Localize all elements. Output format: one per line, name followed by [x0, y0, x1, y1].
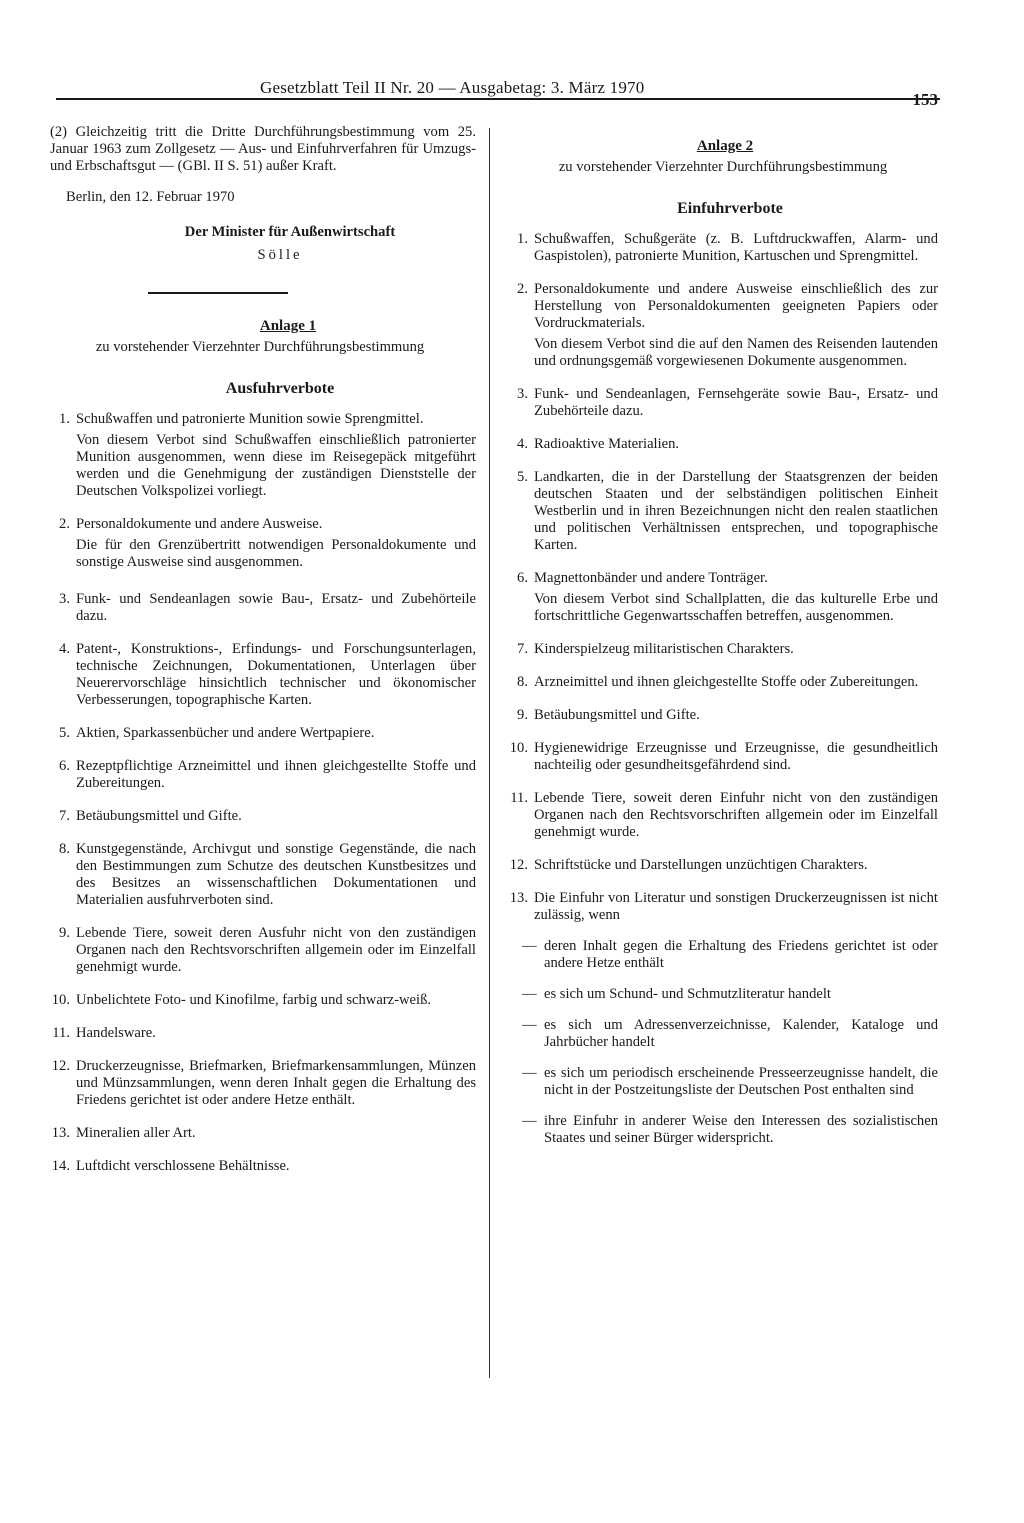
list-item: 11. Lebende Tiere, soweit deren Einfuhr nicht von den zuständigen Organen nach den Rechtsvorschriften allgemein oder im Einzelfall genehmigt wurde. — [510, 790, 938, 840]
header-title: Gesetzblatt Teil II Nr. 20 — Ausgabetag: 3. März 1970 — [260, 78, 645, 97]
list-item: 14. Luftdicht verschlossene Behältnisse. — [51, 1158, 290, 1174]
anlage-2-subtitle: zu vorstehender Vierzehnter Durchführungsbestimmung — [558, 159, 888, 175]
list-item: 1. Schußwaffen und patronierte Munition sowie Sprengmittel. Von diesem Verbot sind Schußwaffen einschließlich patronierter Munition ausgenommen, wenn diese im Reisegepäck mitgeführt werden und die Genehmigung der zuständigen Dienststelle der Deutschen Volkspolizei vorliegt. — [59, 411, 476, 499]
page-header — [56, 78, 940, 118]
list-item: 2. Personaldokumente und andere Ausweise einschließlich des zur Herstellung von Personaldokumenten geeigneten Papiers oder Vordruckmaterials. Von diesem Verbot sind die auf den Namen des Reisenden lautenden und ordnungsgemäß vorgewiesenen Dokumente ausgenommen. — [517, 281, 938, 369]
list-item: 10. Hygienewidrige Erzeugnisse und Erzeugnisse, die gesundheitlich nachteilig oder gesundheitsgefährdend sind. — [509, 740, 938, 773]
list-item: 7. Betäubungsmittel und Gifte. — [59, 808, 242, 824]
list-item: 1. Schußwaffen, Schußgeräte (z. B. Luftdruckwaffen, Alarm- und Gaspistolen), patronierte Munition, Kartuschen und Sprengmittel. — [517, 231, 938, 264]
list-item: 8. Arzneimittel und ihnen gleichgestellte Stoffe oder Zubereitungen. — [517, 674, 919, 690]
list-item: 7. Kinderspielzeug militaristischen Charakters. — [517, 641, 794, 657]
list-item: 10. Unbelichtete Foto- und Kinofilme, farbig und schwarz-weiß. — [51, 992, 432, 1008]
list-item: 8. Kunstgegenstände, Archivgut und sonstige Gegenstände, die nach den Bestimmungen zum Schutze des deutschen Kunstbesitzes und des Besitzes an wissenschaftlichen Dokumentationen und Materialien ausfuhrverboten sind. — [59, 841, 476, 908]
dash-item: — es sich um Adressenverzeichnisse, Kalender, Kataloge und Jahrbücher handelt — [522, 1017, 938, 1050]
list-item: 5. Aktien, Sparkassenbücher und andere Wertpapiere. — [59, 725, 375, 741]
list-item: 9. Betäubungsmittel und Gifte. — [517, 707, 700, 723]
column-divider — [489, 128, 490, 1378]
anlage-2-title: Anlage 2 — [696, 138, 754, 154]
right-column — [508, 124, 938, 1147]
list-item: 13. Die Einfuhr von Literatur und sonstigen Druckerzeugnissen ist nicht zulässig, wenn — [509, 890, 938, 923]
dash-item: — es sich um Schund- und Schmutzliteratur handelt — [522, 986, 831, 1002]
list-item: 12. Schriftstücke und Darstellungen unzüchtigen Charakters. — [509, 857, 868, 873]
anlage-1-title: Anlage 1 — [259, 318, 317, 334]
list-item: 6. Rezeptpflichtige Arzneimittel und ihnen gleichgestellte Stoffe und Zubereitungen. — [59, 758, 476, 791]
list-item: 4. Radioaktive Materialien. — [517, 436, 680, 452]
list-item: 3. Funk- und Sendeanlagen, Fernsehgeräte sowie Bau-, Ersatz- und Zubehörteile dazu. — [517, 386, 938, 419]
intro-paragraph: (2) Gleichzeitig tritt die Dritte Durchführungsbestimmung vom 25. Januar 1963 zum Zollgesetz — Aus- und Einfuhrverfahren für Umzugs- und Erbschaftsgut — (GBl. II S. 51) außer Kraft. — [50, 124, 476, 174]
section-title-einfuhrverbote: Einfuhrverbote — [677, 200, 783, 217]
list-item: 9. Lebende Tiere, soweit deren Ausfuhr nicht von den zuständigen Organen nach den Rechtsvorschriften allgemein oder im Einzelfall genehmigt wurde. — [59, 925, 476, 975]
dash-item: — deren Inhalt gegen die Erhaltung des Friedens gerichtet ist oder andere Hetze enthält — [522, 938, 938, 971]
page-number — [913, 90, 939, 110]
einfuhr-list — [508, 231, 938, 924]
list-item: 11. Handelsware. — [52, 1025, 156, 1041]
dash-list — [508, 938, 938, 1147]
ausfuhr-list — [44, 411, 476, 1175]
minister-name: Sölle — [257, 247, 303, 263]
dash-item: — ihre Einfuhr in anderer Weise den Interessen des sozialistischen Staates und seiner Bürger widerspricht. — [522, 1113, 938, 1146]
list-item: 6. Magnettonbänder und andere Tonträger. Von diesem Verbot sind Schallplatten, die das kulturelle Erbe und fortschrittliche Gegenwartsschaffen betreffen, ausgenommen. — [517, 570, 938, 624]
anlage-1-subtitle: zu vorstehender Vierzehnter Durchführungsbestimmung — [95, 339, 425, 355]
list-item: 5. Landkarten, die in der Darstellung der Staatsgrenzen der beiden deutschen Staaten und der selbständigen politischen Einheit Westberlin und in ihren Bezeichnungen nicht den realen staatlichen und politischen Verhältnissen entsprechen, und topographische Karten. — [517, 469, 938, 553]
left-column — [44, 124, 476, 1175]
list-item: 13. Mineralien aller Art. — [51, 1125, 196, 1141]
header-rule — [56, 98, 940, 100]
list-item: 12. Druckerzeugnisse, Briefmarken, Briefmarkensammlungen, Münzen und Münzsammlungen, wenn deren Inhalt gegen die Erhaltung des Friedens gerichtet ist oder andere Hetze enthält. — [51, 1058, 476, 1108]
date-line: Berlin, den 12. Februar 1970 — [66, 189, 235, 205]
dash-item: — es sich um periodisch erscheinende Presseerzeugnisse handelt, die nicht in der Postzeitungsliste der Deutschen Post enthalten sind — [522, 1065, 938, 1098]
separator-rule — [148, 292, 288, 294]
minister-title: Der Minister für Außenwirtschaft — [184, 224, 396, 240]
list-item: 4. Patent-, Konstruktions-, Erfindungs- und Forschungsunterlagen, technische Zeichnungen, Dokumentationen, Unterlagen über Neuerervorschläge hinsichtlich technischer und ökonomischer Verbesserungen, topographische Karten. — [59, 641, 476, 708]
list-item: 3. Funk- und Sendeanlagen sowie Bau-, Ersatz- und Zubehörteile dazu. — [59, 591, 476, 624]
section-title-ausfuhrverbote: Ausfuhrverbote — [225, 380, 335, 397]
list-item: 2. Personaldokumente und andere Ausweise. Die für den Grenzübertritt notwendigen Personaldokumente und sonstige Ausweise sind ausgenommen. — [59, 516, 476, 570]
